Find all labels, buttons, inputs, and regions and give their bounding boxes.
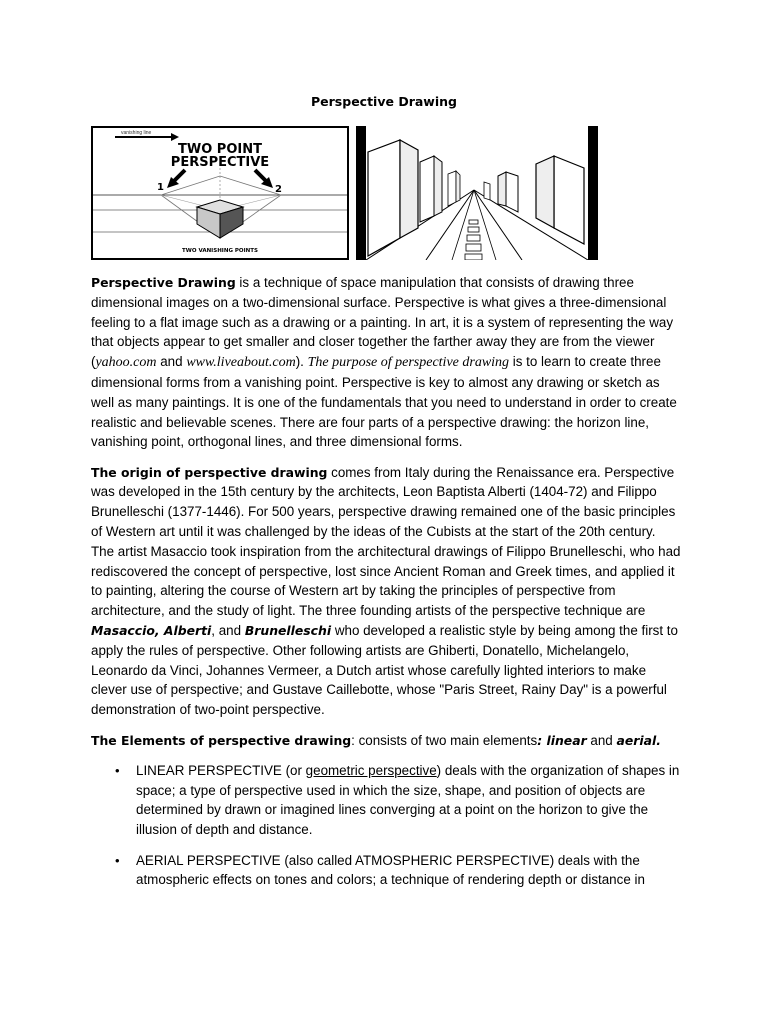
purpose-phrase: The purpose of perspective drawing	[307, 355, 510, 371]
figure-heading-line2: PERSPECTIVE	[170, 155, 270, 170]
element-aerial: aerial.	[616, 732, 661, 748]
arrow-caption: vanishing line	[121, 130, 152, 136]
vp-label-2: 2	[275, 184, 282, 195]
element-linear: linear	[542, 732, 587, 748]
two-point-perspective-diagram	[93, 128, 347, 258]
elements-list	[91, 761, 681, 890]
figure-heading-line1: TWO POINT	[178, 142, 262, 157]
source-yahoo: yahoo.com	[95, 355, 157, 371]
paragraph-origin: The origin of perspective drawing comes from Italy during the Renaissance era. Perspective was developed in the 15th century by the architects, Leon Baptista Alberti (1404-72) and Filippo Brunelleschi (1377-1446). For 500 years, perspective drawing remained one of the basic principles of Western art until it was challenged by the ideas of the Cubists at the start of the 20th century. The artist Masaccio took inspiration from the architectural drawings of Filippo Brunelleschi, who had rediscovered the concept of perspective, lost since Ancient Roman and Greek times, and applied it to painting, altering the course of Western art by taking the principles of perspective from architecture, and the study of light. The three founding artists of the perspective technique are Masaccio, Alberti, and Brunelleschi who developed a realistic style by being among the first to apply the rules of perspective. Other following artists are Ghiberti, Donatello, Michelangelo, Leonardo da Vinci, Johannes Vermeer, a Dutch artist whose carefully lighted interiors to make clever use of perspective; and Gustave Caillebotte, whose "Paris Street, Rainy Day" is a powerful demonstration of two-point perspective.	[91, 464, 681, 718]
heading-elements: The Elements of perspective drawing	[91, 732, 352, 748]
paragraph-definition: Perspective Drawing is a technique of space manipulation that consists of drawing three dimensional images on a two-dimensional surface. Perspective is what gives a three-dimensional feeling to a flat image such as a drawing or a painting. In art, it is a system of representing the way that objects appear to get smaller and closer together the farther away they are from the viewer (yahoo.com and www.liveabout.com). The purpose of perspective drawing is to learn to create three dimensional forms from a vanishing point. Perspective is key to almost any drawing or sketch as well as many paintings. It is one of the fundamentals that you need to understand in order to create realistic and believable scenes. There are four parts of a perspective drawing: the horizon line, vanishing point, orthogonal lines, and three dimensional forms.	[91, 275, 677, 450]
term-perspective-drawing: Perspective Drawing	[91, 275, 236, 290]
artist-brunelleschi: Brunelleschi	[244, 623, 332, 639]
bullet-icon: •	[115, 762, 120, 778]
link-geometric-perspective[interactable]: geometric perspective	[305, 762, 437, 778]
one-point-perspective-illustration	[356, 126, 598, 260]
vp-label-1: 1	[157, 182, 164, 193]
page-title: Perspective Drawing	[311, 94, 457, 109]
bullet-icon: •	[115, 852, 120, 868]
list-item-linear: • LINEAR PERSPECTIVE (or geometric perspective) deals with the organization of shapes in space; a type of perspective used in which the size, shape, and position of objects are determined by drawn or imagined lines converging at a point on the horizon to give the illusion of depth and distance.	[115, 762, 680, 838]
two-point-perspective-figure	[91, 126, 349, 260]
heading-origin: The origin of perspective drawing	[91, 464, 328, 480]
figure-caption: TWO VANISHING POINTS	[182, 248, 258, 254]
paragraph-elements: The Elements of perspective drawing: consists of two main elements: linear and aerial.	[91, 732, 661, 748]
source-liveabout: www.liveabout.com	[186, 355, 296, 371]
artists-names: Masaccio, Alberti	[91, 623, 212, 639]
document-body	[91, 273, 681, 901]
one-point-perspective-figure	[356, 126, 598, 260]
list-item-aerial: • AERIAL PERSPECTIVE (also called ATMOSPHERIC PERSPECTIVE) deals with the atmospheric effects on tones and colors; a technique of rendering depth or distance in	[115, 852, 645, 888]
